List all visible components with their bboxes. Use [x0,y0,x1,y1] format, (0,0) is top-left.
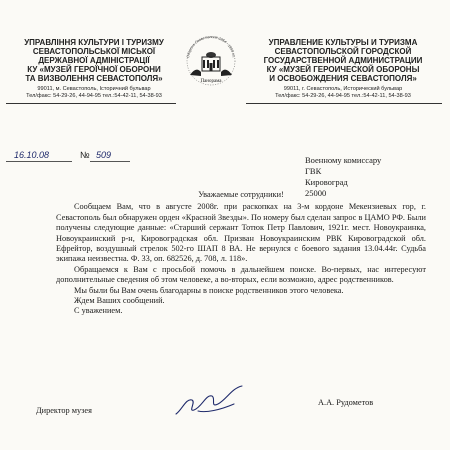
header-left-line: ДЕРЖАВНОЇ АДМІНІСТРАЦІЇ [38,56,150,65]
header-left-line: КУ «МУЗЕЙ ГЕРОЇЧНОЇ ОБОРОНИ [27,65,161,74]
header-right-line: КУ «МУЗЕЙ ГЕРОИЧЕСКОЙ ОБОРОНЫ [266,65,420,74]
addressee-line: ГВК [305,166,322,176]
header-left [6,38,182,100]
addressee-line: Военному комиссару [305,155,382,165]
letter-paragraph: Сообщаем Вам, что в августе 2008г. при раскопках на 3-м кордоне Мекензиевых гор, г. Севастополь был обнаружен орден «Красной Звезды». По номеру был сделан запрос в ЦАМО РФ. Были получены следующие данные: «Старший сержант Тотюк Петр Павлович, 1921г. мест. Новоукраинка, Новоукраинский р-н, Кировоградская обл. Призван Новоукраинским РВК Кировоградской обл. Ефрейтор, воздушный стрелок 502-го ШАП 8 ВА. Не вернулся с боевого задания 13.04.44г. Судьба экипажа неизвестна. Ф. 33, оп. 682526, д. 708, л. 118». [56,202,426,264]
header-right [240,38,446,100]
header-right-line: ГОСУДАРСТВЕННОЙ АДМИНИСТРАЦИИ [263,56,423,65]
logo-ring-text: Оборона Севастополя 1854 - 1855 гг. [186,34,236,59]
addressee-line: 25000 [305,188,327,198]
signature-title: Директор музея [36,406,92,415]
letter-paragraph: Обращаемся к Вам с просьбой помочь в дальнейшем поиске. Во-первых, нас интересуют дополнительные сведения об этом человеке, а во-вторых, если возможно, адрес родственников. [56,264,426,285]
header-right-phones: Тел/факс: 54-29-26, 44-94-95 тел.:54-42-11, 54-38-93 [275,93,411,99]
header-right-line: УПРАВЛЕНИЕ КУЛЬТУРЫ И ТУРИЗМА [268,38,418,47]
letter-body [56,190,426,317]
panorama-logo [182,30,240,90]
letter-paragraph: Мы были бы Вам очень благодарны в поиске родственников этого человека. [74,285,344,295]
reference-number-line [90,161,130,162]
header-left-rule [6,103,176,104]
header-left-address: 99011, м. Севастополь, Історичний бульвар [37,86,151,92]
letter-paragraph: Ждем Ваших сообщений. [74,296,165,306]
header-left-line: ТА ВИЗВОЛЕННЯ СЕВАСТОПОЛЯ» [25,74,163,83]
header-right-line: И ОСВОБОЖДЕНИЯ СЕВАСТОПОЛЯ» [269,74,417,83]
header-left-line: УПРАВЛІННЯ КУЛЬТУРИ І ТУРИЗМУ [24,38,164,47]
handwritten-signature [172,380,252,420]
logo-label: Панорама [200,79,222,84]
letter-paragraph: С уважением. [74,306,123,316]
reference-number-prefix: № [80,150,90,160]
header-left-phones: Тел/факс: 54-29-26, 44-94-95 тел.:54-42-11, 54-38-93 [26,93,162,99]
addressee-line: Кировоград [305,177,348,187]
reference-date: 16.10.08 [14,150,50,160]
signature-name: А.А. Рудометов [318,398,374,407]
header-right-address: 99011, г. Севастополь, Исторический бульвар [283,86,403,92]
letter-greeting: Уважаемые сотрудники! [198,190,284,199]
reference-number: 509 [96,150,112,160]
reference-date-line [6,161,72,162]
header-right-line: СЕВАСТОПОЛЬСКОЙ ГОРОДСКОЙ [274,47,412,56]
header-left-line: СЕВАСТОПОЛЬСЬКОЇ МІСЬКОЇ [32,47,156,56]
header-right-rule [246,103,442,104]
